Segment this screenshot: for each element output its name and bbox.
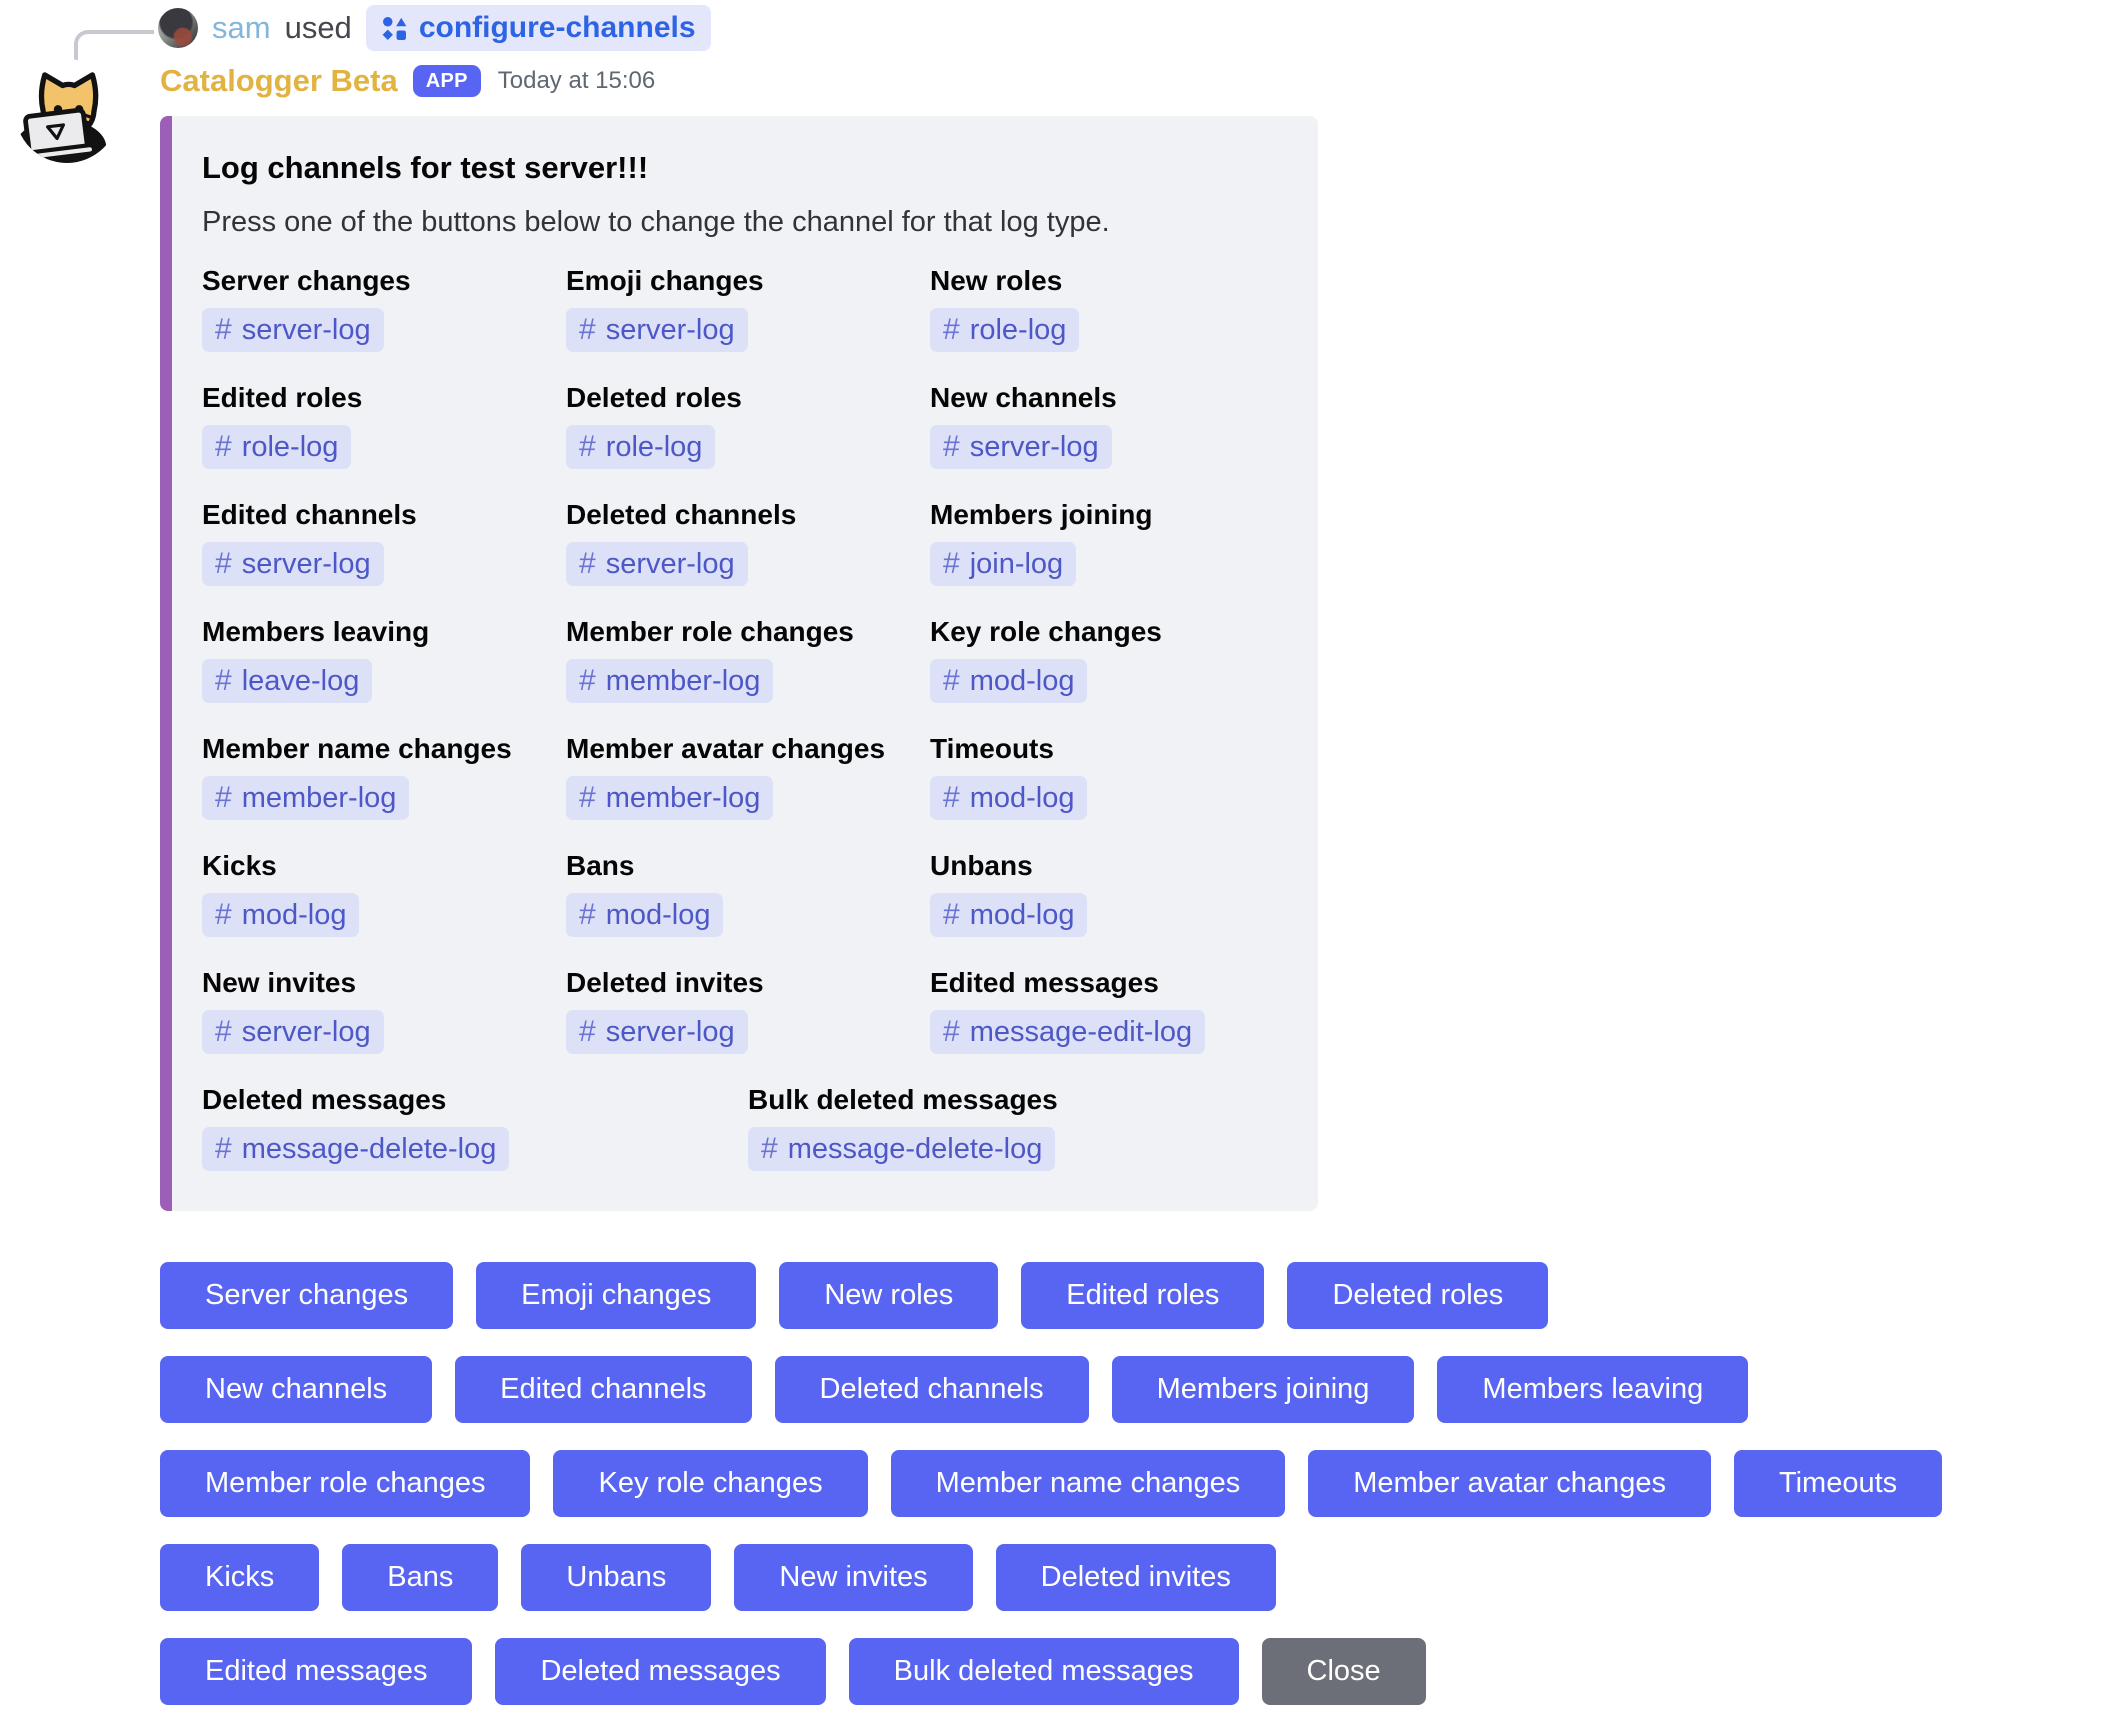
button-row-2 — [160, 1356, 1942, 1423]
hash-icon: # — [943, 547, 960, 580]
field-member-name-changes — [202, 733, 554, 820]
field-new-channels — [930, 382, 1282, 469]
field-new-roles — [930, 265, 1282, 352]
field-name: Edited roles — [202, 382, 363, 413]
channel-name: mod-log — [969, 898, 1075, 931]
reply-action-text: used — [284, 10, 352, 45]
channel-mention[interactable] — [202, 542, 384, 586]
bot-username[interactable]: Catalogger Beta — [160, 63, 398, 98]
field-name: New channels — [930, 382, 1117, 413]
field-key-role-changes — [930, 616, 1282, 703]
channel-mention[interactable] — [748, 1127, 1055, 1171]
field-new-invites — [202, 967, 554, 1054]
channel-mention[interactable] — [930, 776, 1087, 820]
hash-icon: # — [943, 781, 960, 814]
channel-mention[interactable] — [202, 308, 384, 352]
field-name: Server changes — [202, 265, 411, 296]
hash-icon: # — [579, 898, 596, 931]
channel-name: leave-log — [241, 664, 360, 697]
channel-name: message-delete-log — [241, 1132, 497, 1165]
channel-mention[interactable] — [930, 425, 1112, 469]
channel-mention[interactable] — [566, 776, 773, 820]
app-badge: APP — [413, 65, 481, 97]
button-members-leaving[interactable]: Members leaving — [1437, 1356, 1748, 1423]
channel-name: message-delete-log — [787, 1132, 1043, 1165]
channel-name: mod-log — [605, 898, 711, 931]
field-name: Emoji changes — [566, 265, 764, 296]
hash-icon: # — [579, 1015, 596, 1048]
field-name: Key role changes — [930, 616, 1162, 647]
hash-icon: # — [761, 1132, 778, 1165]
button-close[interactable]: Close — [1262, 1638, 1426, 1705]
hash-icon: # — [943, 313, 960, 346]
field-name: Deleted roles — [566, 382, 742, 413]
button-edited-channels[interactable]: Edited channels — [455, 1356, 751, 1423]
button-bulk-deleted-messages[interactable]: Bulk deleted messages — [849, 1638, 1239, 1705]
field-name: Edited messages — [930, 967, 1159, 998]
field-name: Member name changes — [202, 733, 512, 764]
button-row-1 — [160, 1262, 1942, 1329]
button-new-roles[interactable]: New roles — [779, 1262, 998, 1329]
channel-name: message-edit-log — [969, 1015, 1193, 1048]
button-bans[interactable]: Bans — [342, 1544, 498, 1611]
channel-name: server-log — [605, 313, 735, 346]
hash-icon: # — [215, 1132, 232, 1165]
hash-icon: # — [579, 313, 596, 346]
field-deleted-messages — [202, 1084, 736, 1171]
channel-name: server-log — [969, 430, 1099, 463]
hash-icon: # — [943, 664, 960, 697]
button-deleted-messages[interactable]: Deleted messages — [495, 1638, 825, 1705]
button-edited-roles[interactable]: Edited roles — [1021, 1262, 1264, 1329]
field-name: Bulk deleted messages — [748, 1084, 1058, 1115]
field-name: Kicks — [202, 850, 277, 881]
field-name: Deleted messages — [202, 1084, 447, 1115]
channel-name: server-log — [241, 1015, 371, 1048]
embed-description: Press one of the buttons below to change the channel for that log type. — [202, 206, 1110, 238]
button-member-role-changes[interactable]: Member role changes — [160, 1450, 530, 1517]
command-name: configure-channels — [418, 11, 696, 44]
embed-fields — [202, 265, 1282, 1054]
field-bans — [566, 850, 918, 937]
channel-mention[interactable] — [566, 893, 723, 937]
field-unbans — [930, 850, 1282, 937]
channel-mention[interactable] — [930, 308, 1079, 352]
button-deleted-channels[interactable]: Deleted channels — [775, 1356, 1089, 1423]
channel-name: member-log — [605, 781, 761, 814]
button-row-4 — [160, 1544, 1942, 1611]
channel-mention[interactable] — [930, 1010, 1205, 1054]
button-new-channels[interactable]: New channels — [160, 1356, 432, 1423]
hash-icon: # — [215, 313, 232, 346]
hash-icon: # — [215, 547, 232, 580]
field-timeouts — [930, 733, 1282, 820]
field-name: Bans — [566, 850, 635, 881]
log-channels-embed — [160, 116, 1318, 1211]
timestamp: Today at 15:06 — [497, 67, 656, 94]
field-name: Members leaving — [202, 616, 430, 647]
field-name: Member avatar changes — [566, 733, 886, 764]
embed-fields-last-row — [202, 1084, 1282, 1171]
field-emoji-changes — [566, 265, 918, 352]
channel-name: server-log — [241, 313, 371, 346]
button-kicks[interactable]: Kicks — [160, 1544, 319, 1611]
channel-mention[interactable] — [202, 1127, 509, 1171]
channel-mention[interactable] — [566, 542, 748, 586]
hash-icon: # — [215, 781, 232, 814]
field-server-changes — [202, 265, 554, 352]
field-edited-messages — [930, 967, 1282, 1054]
channel-mention[interactable] — [202, 776, 409, 820]
command-mention[interactable] — [366, 5, 711, 51]
field-name: New invites — [202, 967, 357, 998]
button-members-joining[interactable]: Members joining — [1112, 1356, 1415, 1423]
button-deleted-invites[interactable]: Deleted invites — [996, 1544, 1276, 1611]
field-edited-channels — [202, 499, 554, 586]
field-name: Unbans — [930, 850, 1033, 881]
channel-name: role-log — [969, 313, 1067, 346]
hash-icon: # — [579, 664, 596, 697]
channel-mention[interactable] — [930, 893, 1087, 937]
field-name: Timeouts — [930, 733, 1054, 764]
message-content — [160, 58, 2105, 1211]
field-member-avatar-changes — [566, 733, 918, 820]
message-header — [160, 58, 2105, 104]
hash-icon: # — [215, 1015, 232, 1048]
channel-name: member-log — [605, 664, 761, 697]
channel-mention[interactable] — [930, 542, 1076, 586]
channel-name: mod-log — [241, 898, 347, 931]
hash-icon: # — [579, 430, 596, 463]
field-name: Edited channels — [202, 499, 417, 530]
channel-mention[interactable] — [202, 893, 359, 937]
channel-name: member-log — [241, 781, 397, 814]
message-buttons — [160, 1262, 1942, 1705]
bot-avatar[interactable] — [14, 58, 120, 164]
embed-title: Log channels for test server!!! — [202, 150, 649, 185]
button-timeouts[interactable]: Timeouts — [1734, 1450, 1942, 1517]
button-member-name-changes[interactable]: Member name changes — [891, 1450, 1286, 1517]
channel-name: role-log — [241, 430, 339, 463]
button-member-avatar-changes[interactable]: Member avatar changes — [1308, 1450, 1711, 1517]
field-members-leaving — [202, 616, 554, 703]
channel-mention[interactable] — [202, 659, 372, 703]
field-name: Members joining — [930, 499, 1153, 530]
button-unbans[interactable]: Unbans — [521, 1544, 711, 1611]
hash-icon: # — [579, 781, 596, 814]
reply-username[interactable]: sam — [212, 10, 271, 45]
app-command-icon — [381, 15, 408, 42]
channel-mention[interactable] — [566, 1010, 748, 1054]
channel-name: mod-log — [969, 664, 1075, 697]
hash-icon: # — [943, 1015, 960, 1048]
field-name: Deleted invites — [566, 967, 764, 998]
hash-icon: # — [579, 547, 596, 580]
reply-user-avatar[interactable] — [158, 8, 198, 48]
channel-name: server-log — [605, 1015, 735, 1048]
channel-name: server-log — [605, 547, 735, 580]
field-bulk-deleted-messages — [748, 1084, 1282, 1171]
button-edited-messages[interactable]: Edited messages — [160, 1638, 472, 1705]
field-deleted-roles — [566, 382, 918, 469]
field-name: Deleted channels — [566, 499, 797, 530]
channel-mention[interactable] — [202, 425, 351, 469]
field-members-joining — [930, 499, 1282, 586]
channel-name: server-log — [241, 547, 371, 580]
field-kicks — [202, 850, 554, 937]
button-row-3 — [160, 1450, 1942, 1517]
channel-mention[interactable] — [566, 659, 773, 703]
field-edited-roles — [202, 382, 554, 469]
button-new-invites[interactable]: New invites — [734, 1544, 972, 1611]
field-deleted-invites — [566, 967, 918, 1054]
button-emoji-changes[interactable]: Emoji changes — [476, 1262, 756, 1329]
channel-name: join-log — [969, 547, 1064, 580]
channel-mention[interactable] — [566, 308, 748, 352]
button-key-role-changes[interactable]: Key role changes — [553, 1450, 867, 1517]
hash-icon: # — [943, 898, 960, 931]
hash-icon: # — [943, 430, 960, 463]
channel-mention[interactable] — [566, 425, 715, 469]
channel-name: mod-log — [969, 781, 1075, 814]
channel-mention[interactable] — [202, 1010, 384, 1054]
hash-icon: # — [215, 664, 232, 697]
button-server-changes[interactable]: Server changes — [160, 1262, 453, 1329]
field-name: New roles — [930, 265, 1063, 296]
hash-icon: # — [215, 430, 232, 463]
field-member-role-changes — [566, 616, 918, 703]
channel-mention[interactable] — [930, 659, 1087, 703]
field-deleted-channels — [566, 499, 918, 586]
channel-name: role-log — [605, 430, 703, 463]
field-name: Member role changes — [566, 616, 854, 647]
reply-context — [158, 5, 711, 51]
button-row-5 — [160, 1638, 1942, 1705]
button-deleted-roles[interactable]: Deleted roles — [1287, 1262, 1548, 1329]
hash-icon: # — [215, 898, 232, 931]
